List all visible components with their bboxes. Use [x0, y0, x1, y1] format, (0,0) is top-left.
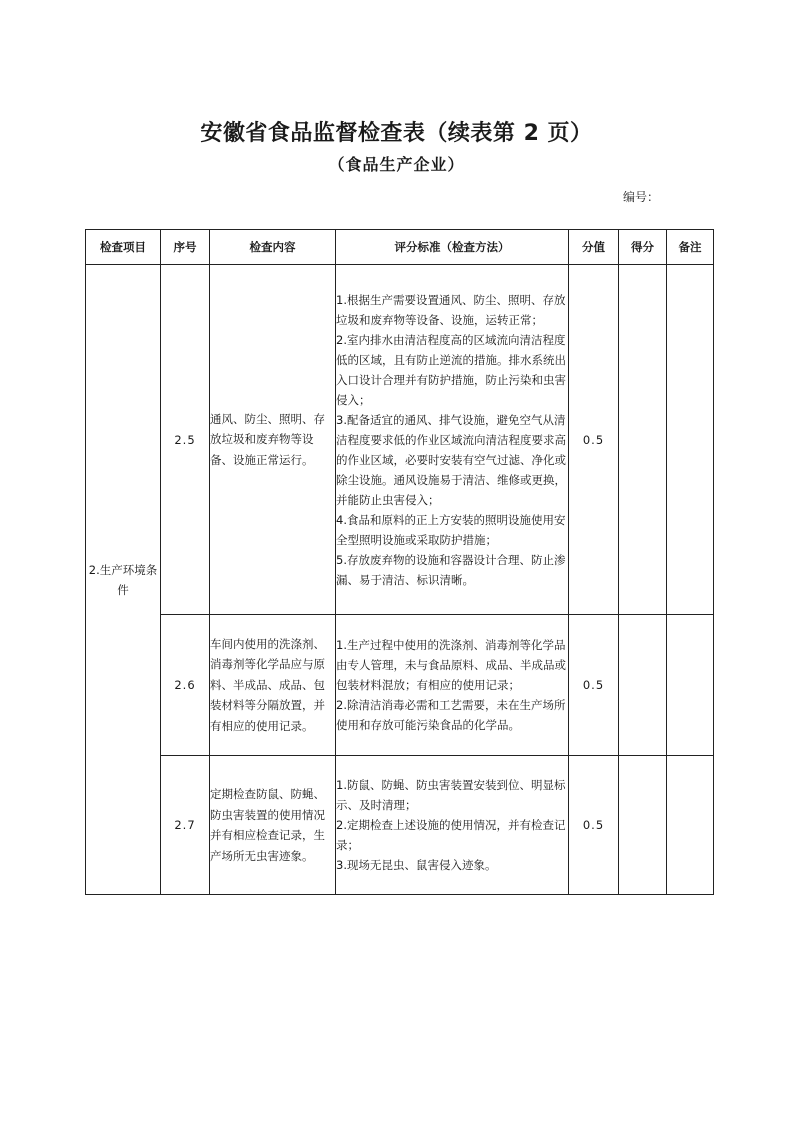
note-cell[interactable]	[667, 265, 714, 615]
criteria-cell	[336, 756, 569, 895]
criteria-line: 1.防鼠、防蝇、防虫害装置安装到位、明显标示、及时清理；	[336, 778, 566, 812]
criteria-line: 3.配备适宜的通风、排气设施，避免空气从清洁程度要求低的作业区域流向清洁程度要求高的作业区域，必要时安装有空气过滤、净化或除尘设施。通风设施易于清洁、维修或更换，并能防止虫害侵入；	[336, 412, 566, 507]
header-note: 备注	[667, 230, 714, 265]
table-header-row	[86, 230, 714, 265]
table-row	[86, 756, 714, 895]
criteria-line: 2.除清洁消毒必需和工艺需要，未在生产场所使用和存放可能污染食品的化学品。	[336, 698, 566, 732]
got-score-cell[interactable]	[619, 615, 667, 756]
header-project: 检查项目	[86, 230, 161, 265]
criteria-line: 1.生产过程中使用的洗涤剂、消毒剂等化学品由专人管理，未与食品原料、成品、半成品或包装材料混放；有相应的使用记录；	[336, 638, 566, 692]
header-seq: 序号	[161, 230, 210, 265]
content-cell: 车间内使用的洗涤剂、消毒剂等化学品应与原料、半成品、成品、包装材料等分隔放置，并有相应的使用记录。	[210, 615, 336, 756]
score-cell: 0.5	[569, 265, 619, 615]
table-row	[86, 615, 714, 756]
criteria-line: 1.根据生产需要设置通风、防尘、照明、存放垃圾和废弃物等设备、设施，运转正常；	[336, 292, 566, 327]
header-content: 检查内容	[210, 230, 336, 265]
criteria-line: 2.室内排水由清洁程度高的区域流向清洁程度低的区域，且有防止逆流的措施。排水系统出入口设计合理并有防护措施，防止污染和虫害侵入；	[336, 332, 566, 407]
header-got: 得分	[619, 230, 667, 265]
header-score: 分值	[569, 230, 619, 265]
document-subtitle: （食品生产企业）	[328, 155, 465, 174]
criteria-line: 2.定期检查上述设施的使用情况，并有检查记录；	[336, 818, 566, 852]
score-cell: 0.5	[569, 615, 619, 756]
seq-cell: 2.5	[161, 265, 210, 615]
inspection-table	[85, 229, 714, 895]
header-criteria: 评分标准（检查方法）	[336, 230, 569, 265]
note-cell[interactable]	[667, 615, 714, 756]
criteria-cell	[336, 265, 569, 615]
number-label: 编号：	[623, 190, 660, 204]
seq-cell: 2.6	[161, 615, 210, 756]
got-score-cell[interactable]	[619, 756, 667, 895]
document-title: 安徽省食品监督检查表（续表第 2 页）	[200, 121, 593, 146]
content-cell: 通风、防尘、照明、存放垃圾和废弃物等设备、设施正常运行。	[210, 265, 336, 615]
criteria-line: 3.现场无昆虫、鼠害侵入迹象。	[336, 858, 497, 872]
criteria-line: 4.食品和原料的正上方安装的照明设施使用安全型照明设施或采取防护措施；	[336, 512, 566, 547]
criteria-line: 5.存放废弃物的设施和容器设计合理、防止渗漏、易于清洁、标识清晰。	[336, 552, 566, 587]
criteria-cell	[336, 615, 569, 756]
project-cell: 2.生产环境条件	[86, 265, 161, 895]
seq-cell: 2.7	[161, 756, 210, 895]
score-cell: 0.5	[569, 756, 619, 895]
content-cell: 定期检查防鼠、防蝇、防虫害装置的使用情况并有相应检查记录，生产场所无虫害迹象。	[210, 756, 336, 895]
table-row	[86, 265, 714, 615]
note-cell[interactable]	[667, 756, 714, 895]
got-score-cell[interactable]	[619, 265, 667, 615]
